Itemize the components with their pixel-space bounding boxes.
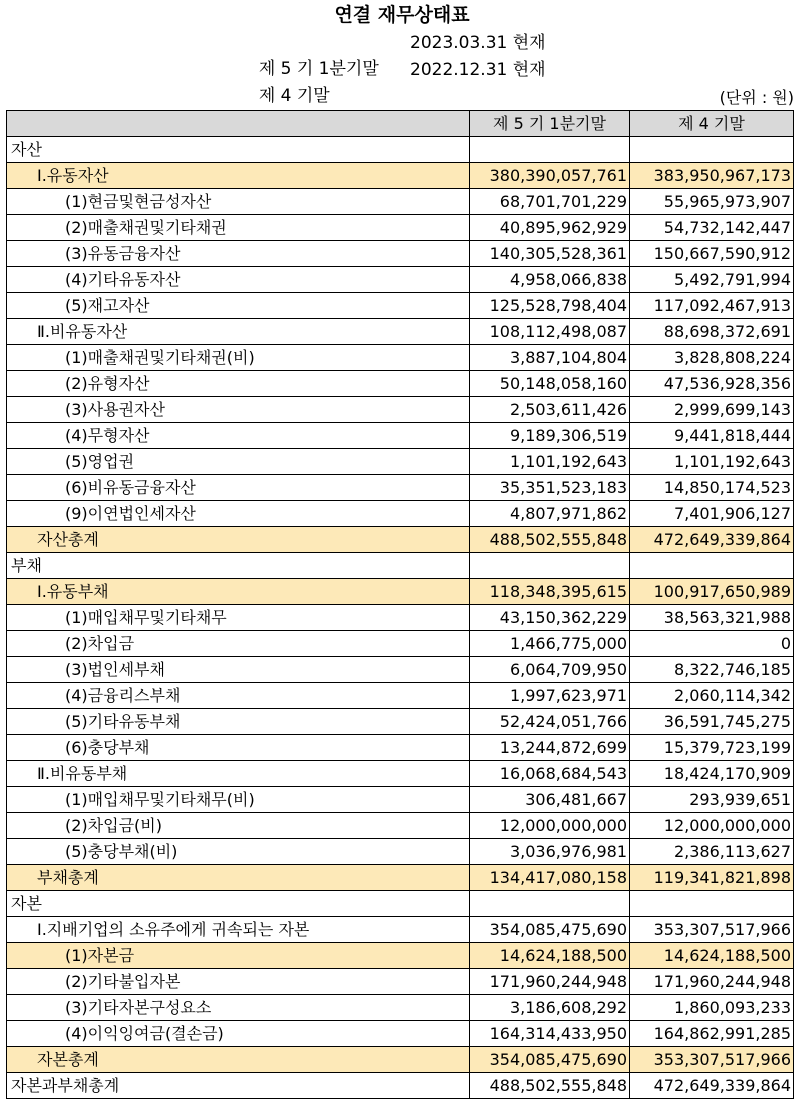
value-prior-period: 164,862,991,285 bbox=[630, 1021, 794, 1047]
account-name: (2)차입금 bbox=[7, 631, 470, 657]
table-row bbox=[7, 215, 794, 241]
value-prior-period bbox=[630, 553, 794, 579]
table-row bbox=[7, 579, 794, 605]
account-name: (1)자본금 bbox=[7, 943, 470, 969]
table-row bbox=[7, 371, 794, 397]
table-row bbox=[7, 813, 794, 839]
value-prior-period: 383,950,967,173 bbox=[630, 163, 794, 189]
value-current-period: 43,150,362,229 bbox=[470, 605, 630, 631]
account-name: 자산 bbox=[7, 137, 470, 163]
value-current-period bbox=[470, 553, 630, 579]
value-prior-period: 18,424,170,909 bbox=[630, 761, 794, 787]
table-row bbox=[7, 709, 794, 735]
value-current-period: 171,960,244,948 bbox=[470, 969, 630, 995]
account-name: (6)비유동금융자산 bbox=[7, 475, 470, 501]
value-prior-period: 7,401,906,127 bbox=[630, 501, 794, 527]
table-row bbox=[7, 735, 794, 761]
value-prior-period: 171,960,244,948 bbox=[630, 969, 794, 995]
value-current-period: 125,528,798,404 bbox=[470, 293, 630, 319]
value-current-period bbox=[470, 891, 630, 917]
value-prior-period: 2,386,113,627 bbox=[630, 839, 794, 865]
value-current-period: 488,502,555,848 bbox=[470, 1073, 630, 1099]
value-prior-period bbox=[630, 891, 794, 917]
account-name: (3)기타자본구성요소 bbox=[7, 995, 470, 1021]
table-row bbox=[7, 1073, 794, 1099]
value-prior-period: 1,860,093,233 bbox=[630, 995, 794, 1021]
table-row bbox=[7, 969, 794, 995]
table-row bbox=[7, 1021, 794, 1047]
table-row bbox=[7, 293, 794, 319]
table-row bbox=[7, 1047, 794, 1073]
value-prior-period: 14,850,174,523 bbox=[630, 475, 794, 501]
unit-label: (단위 : 원) bbox=[719, 88, 794, 107]
table-row bbox=[7, 761, 794, 787]
account-name: (2)기타불입자본 bbox=[7, 969, 470, 995]
value-current-period: 40,895,962,929 bbox=[470, 215, 630, 241]
value-current-period: 140,305,528,361 bbox=[470, 241, 630, 267]
table-row bbox=[7, 267, 794, 293]
value-prior-period: 47,536,928,356 bbox=[630, 371, 794, 397]
header-account bbox=[7, 111, 470, 137]
table-row bbox=[7, 241, 794, 267]
table-row bbox=[7, 891, 794, 917]
value-current-period: 1,101,192,643 bbox=[470, 449, 630, 475]
table-row bbox=[7, 553, 794, 579]
value-current-period: 4,807,971,862 bbox=[470, 501, 630, 527]
account-name: (1)매출채권및기타채권(비) bbox=[7, 345, 470, 371]
account-name: (2)차입금(비) bbox=[7, 813, 470, 839]
table-row bbox=[7, 839, 794, 865]
table-row bbox=[7, 189, 794, 215]
table-row bbox=[7, 345, 794, 371]
table-row bbox=[7, 943, 794, 969]
account-name: (2)유형자산 bbox=[7, 371, 470, 397]
value-prior-period: 55,965,973,907 bbox=[630, 189, 794, 215]
account-name: (3)법인세부채 bbox=[7, 657, 470, 683]
account-name: (4)무형자산 bbox=[7, 423, 470, 449]
table-row bbox=[7, 527, 794, 553]
header-prior-period: 제 4 기말 bbox=[630, 111, 794, 137]
account-name: (2)매출채권및기타채권 bbox=[7, 215, 470, 241]
value-current-period: 14,624,188,500 bbox=[470, 943, 630, 969]
account-name: Ⅰ.유동부채 bbox=[7, 579, 470, 605]
table-row bbox=[7, 917, 794, 943]
table-row bbox=[7, 995, 794, 1021]
table-row bbox=[7, 423, 794, 449]
value-current-period: 1,466,775,000 bbox=[470, 631, 630, 657]
account-name: (5)재고자산 bbox=[7, 293, 470, 319]
value-prior-period: 38,563,321,988 bbox=[630, 605, 794, 631]
value-current-period: 2,503,611,426 bbox=[470, 397, 630, 423]
account-name: Ⅰ.지배기업의 소유주에게 귀속되는 자본 bbox=[7, 917, 470, 943]
value-current-period: 68,701,701,229 bbox=[470, 189, 630, 215]
value-current-period: 50,148,058,160 bbox=[470, 371, 630, 397]
value-prior-period: 472,649,339,864 bbox=[630, 527, 794, 553]
value-prior-period: 353,307,517,966 bbox=[630, 917, 794, 943]
account-name: Ⅱ.비유동자산 bbox=[7, 319, 470, 345]
value-current-period: 13,244,872,699 bbox=[470, 735, 630, 761]
account-name: (1)매입채무및기타채무(비) bbox=[7, 787, 470, 813]
value-prior-period: 3,828,808,224 bbox=[630, 345, 794, 371]
value-prior-period: 472,649,339,864 bbox=[630, 1073, 794, 1099]
account-name: 자본 bbox=[7, 891, 470, 917]
table-row bbox=[7, 787, 794, 813]
period-prior bbox=[248, 57, 546, 106]
value-current-period: 3,036,976,981 bbox=[470, 839, 630, 865]
table-row bbox=[7, 631, 794, 657]
period-prior-label: 제 4 기말 bbox=[258, 86, 330, 106]
value-prior-period: 2,999,699,143 bbox=[630, 397, 794, 423]
value-prior-period: 15,379,723,199 bbox=[630, 735, 794, 761]
table-row bbox=[7, 865, 794, 891]
table-row bbox=[7, 475, 794, 501]
balance-sheet-table bbox=[6, 110, 794, 1099]
table-row bbox=[7, 397, 794, 423]
account-name: 자본총계 bbox=[7, 1047, 470, 1073]
value-current-period: 6,064,709,950 bbox=[470, 657, 630, 683]
table-row bbox=[7, 319, 794, 345]
value-prior-period: 36,591,745,275 bbox=[630, 709, 794, 735]
value-current-period: 380,390,057,761 bbox=[470, 163, 630, 189]
value-current-period: 354,085,475,690 bbox=[470, 917, 630, 943]
account-name: (6)충당부채 bbox=[7, 735, 470, 761]
account-name: (5)영업권 bbox=[7, 449, 470, 475]
value-current-period: 108,112,498,087 bbox=[470, 319, 630, 345]
header-current-period: 제 5 기 1분기말 bbox=[470, 111, 630, 137]
value-current-period: 52,424,051,766 bbox=[470, 709, 630, 735]
period-current-date: 2023.03.31 현재 bbox=[410, 33, 546, 53]
value-current-period: 12,000,000,000 bbox=[470, 813, 630, 839]
table-row bbox=[7, 137, 794, 163]
document-title: 연결 재무상태표 bbox=[334, 4, 470, 26]
account-name: (3)사용권자산 bbox=[7, 397, 470, 423]
value-current-period: 488,502,555,848 bbox=[470, 527, 630, 553]
value-current-period: 1,997,623,971 bbox=[470, 683, 630, 709]
account-name: Ⅱ.비유동부채 bbox=[7, 761, 470, 787]
table-row bbox=[7, 657, 794, 683]
value-prior-period: 353,307,517,966 bbox=[630, 1047, 794, 1073]
value-prior-period: 1,101,192,643 bbox=[630, 449, 794, 475]
account-name: 자본과부채총계 bbox=[7, 1073, 470, 1099]
account-name: Ⅰ.유동자산 bbox=[7, 163, 470, 189]
account-name: 부채총계 bbox=[7, 865, 470, 891]
table-row bbox=[7, 163, 794, 189]
value-prior-period: 9,441,818,444 bbox=[630, 423, 794, 449]
account-name: (1)매입채무및기타채무 bbox=[7, 605, 470, 631]
value-prior-period: 293,939,651 bbox=[630, 787, 794, 813]
value-current-period: 35,351,523,183 bbox=[470, 475, 630, 501]
value-prior-period: 8,322,746,185 bbox=[630, 657, 794, 683]
value-prior-period: 54,732,142,447 bbox=[630, 215, 794, 241]
table-row bbox=[7, 449, 794, 475]
table-body bbox=[7, 137, 794, 1099]
account-name: (5)충당부채(비) bbox=[7, 839, 470, 865]
value-prior-period: 117,092,467,913 bbox=[630, 293, 794, 319]
value-current-period bbox=[470, 137, 630, 163]
table-row bbox=[7, 683, 794, 709]
account-name: (5)기타유동부채 bbox=[7, 709, 470, 735]
account-name: (1)현금및현금성자산 bbox=[7, 189, 470, 215]
value-current-period: 306,481,667 bbox=[470, 787, 630, 813]
value-prior-period: 5,492,791,994 bbox=[630, 267, 794, 293]
account-name: (4)이익잉여금(결손금) bbox=[7, 1021, 470, 1047]
value-prior-period: 119,341,821,898 bbox=[630, 865, 794, 891]
value-current-period: 134,417,080,158 bbox=[470, 865, 630, 891]
value-current-period: 4,958,066,838 bbox=[470, 267, 630, 293]
value-prior-period bbox=[630, 137, 794, 163]
account-name: (9)이연법인세자산 bbox=[7, 501, 470, 527]
value-prior-period: 100,917,650,989 bbox=[630, 579, 794, 605]
table-row bbox=[7, 501, 794, 527]
account-name: 부채 bbox=[7, 553, 470, 579]
value-prior-period: 88,698,372,691 bbox=[630, 319, 794, 345]
account-name: (4)기타유동자산 bbox=[7, 267, 470, 293]
account-name: 자산총계 bbox=[7, 527, 470, 553]
value-current-period: 164,314,433,950 bbox=[470, 1021, 630, 1047]
value-current-period: 354,085,475,690 bbox=[470, 1047, 630, 1073]
table-row bbox=[7, 605, 794, 631]
value-prior-period: 150,667,590,912 bbox=[630, 241, 794, 267]
period-prior-date: 2022.12.31 현재 bbox=[410, 60, 546, 80]
value-prior-period: 0 bbox=[630, 631, 794, 657]
value-prior-period: 2,060,114,342 bbox=[630, 683, 794, 709]
value-current-period: 16,068,684,543 bbox=[470, 761, 630, 787]
value-current-period: 3,186,608,292 bbox=[470, 995, 630, 1021]
account-name: (4)금융리스부채 bbox=[7, 683, 470, 709]
value-current-period: 118,348,395,615 bbox=[470, 579, 630, 605]
value-prior-period: 14,624,188,500 bbox=[630, 943, 794, 969]
value-prior-period: 12,000,000,000 bbox=[630, 813, 794, 839]
table-header-row bbox=[7, 111, 794, 137]
value-current-period: 9,189,306,519 bbox=[470, 423, 630, 449]
account-name: (3)유동금융자산 bbox=[7, 241, 470, 267]
value-current-period: 3,887,104,804 bbox=[470, 345, 630, 371]
period-current-label: 제 5 기 1분기말 bbox=[258, 59, 379, 79]
